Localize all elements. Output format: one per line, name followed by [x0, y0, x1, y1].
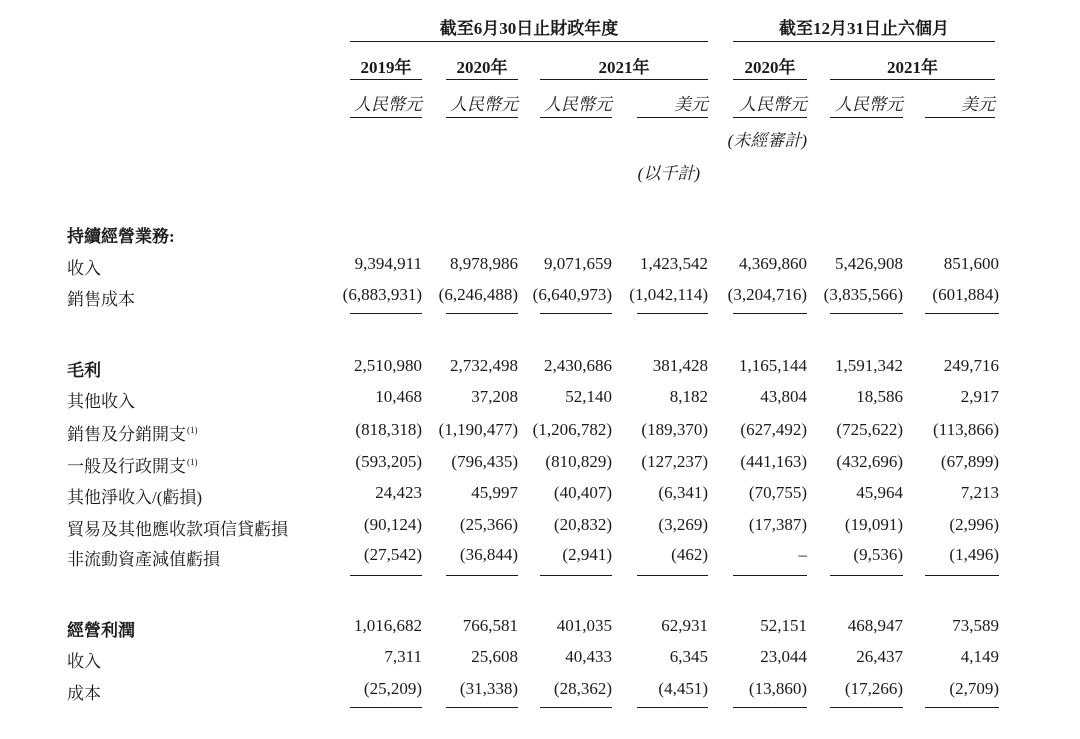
row-label: [67, 647, 101, 672]
table-cell: (31,338): [459, 679, 518, 698]
table-cell: 10,468: [375, 387, 422, 406]
table-cell: 468,947: [847, 616, 903, 635]
row-label-text: 貿易及其他應收款項信貸虧損: [67, 520, 288, 539]
total-rule: [830, 575, 903, 576]
total-rule: [733, 707, 807, 708]
row-label-text: 一般及行政開支: [67, 457, 186, 476]
table-cell: 5,426,908: [835, 254, 903, 273]
total-rule: [350, 707, 422, 708]
table-cell: 381,428: [652, 356, 708, 375]
currency-col-3: 人民幣元: [544, 95, 612, 114]
rule-currency-5: [733, 117, 807, 118]
year-2021-fy: 2021年: [598, 58, 650, 77]
row-label-text: 收入: [67, 259, 101, 278]
table-cell: (40,407): [553, 483, 612, 502]
table-cell: 25,608: [471, 647, 518, 666]
table-cell: (17,387): [748, 515, 807, 534]
table-cell: 2,917: [960, 387, 999, 406]
table-cell: (3,269): [658, 515, 708, 534]
row-label: [67, 679, 101, 704]
table-cell: 8,182: [669, 387, 708, 406]
row-label-text: 收入: [67, 652, 101, 671]
table-cell: (432,696): [836, 452, 903, 471]
table-cell: 43,804: [760, 387, 807, 406]
currency-col-4: 美元: [674, 95, 708, 114]
total-rule: [540, 707, 612, 708]
table-cell: 249,716: [943, 356, 999, 375]
table-cell: (725,622): [836, 420, 903, 439]
total-rule: [446, 707, 518, 708]
rule-currency-3: [540, 117, 612, 118]
row-label-text: 其他收入: [67, 392, 135, 411]
total-rule: [925, 575, 999, 576]
total-rule: [350, 313, 422, 314]
table-cell: 2,510,980: [354, 356, 422, 375]
table-cell: 24,423: [375, 483, 422, 502]
table-cell: (810,829): [545, 452, 612, 471]
total-rule: [733, 575, 807, 576]
table-cell: 9,394,911: [354, 254, 422, 273]
table-cell: 2,430,686: [544, 356, 612, 375]
row-label-text: 成本: [67, 684, 101, 703]
rule-currency-4: [637, 117, 708, 118]
total-rule: [733, 313, 807, 314]
row-label-text: 其他淨收入/(虧損): [67, 488, 203, 507]
rule-year-2021-fy: [540, 79, 708, 80]
table-cell: (441,163): [740, 452, 807, 471]
header-fiscal-year: 截至6月30日止財政年度: [439, 19, 619, 38]
table-cell: 1,165,144: [739, 356, 807, 375]
table-cell: (9,536): [853, 545, 903, 564]
row-label-text: 銷售及分銷開支: [67, 425, 186, 444]
rule-currency-1: [350, 117, 422, 118]
table-cell: 6,345: [669, 647, 708, 666]
table-cell: 23,044: [760, 647, 807, 666]
table-cell: 1,016,682: [354, 616, 422, 635]
table-cell: (36,844): [459, 545, 518, 564]
total-rule: [446, 313, 518, 314]
year-2021-half: 2021年: [887, 58, 938, 77]
table-cell: 4,149: [960, 647, 999, 666]
table-cell: (67,899): [940, 452, 999, 471]
section-title: 持續經營業務:: [67, 227, 175, 246]
table-cell: 7,311: [384, 647, 422, 666]
table-cell: 40,433: [565, 647, 612, 666]
table-cell: 52,140: [565, 387, 612, 406]
total-rule: [830, 707, 903, 708]
table-cell: 62,931: [661, 616, 708, 635]
table-cell: (818,318): [355, 420, 422, 439]
row-label: [67, 483, 202, 508]
row-label: [67, 387, 135, 412]
year-2020: 2020年: [456, 58, 508, 77]
total-rule: [637, 575, 708, 576]
row-label: [67, 420, 198, 445]
table-cell: (4,451): [658, 679, 708, 698]
table-cell: 2,732,498: [450, 356, 518, 375]
table-cell: (189,370): [641, 420, 708, 439]
unit-note: (以千計): [637, 164, 700, 183]
table-cell: 73,589: [952, 616, 999, 635]
row-label: [67, 356, 101, 381]
table-cell: 26,437: [856, 647, 903, 666]
row-label-text: 銷售成本: [67, 290, 135, 309]
currency-col-1: 人民幣元: [354, 95, 422, 114]
rule-currency-7: [925, 117, 995, 118]
table-cell: (1,042,114): [629, 285, 708, 304]
table-cell: (1,190,477): [438, 420, 518, 439]
total-rule: [637, 707, 708, 708]
year-2019: 2019年: [360, 58, 412, 77]
table-cell: 401,035: [556, 616, 612, 635]
total-rule: [540, 313, 612, 314]
table-cell: (2,996): [949, 515, 999, 534]
total-rule: [637, 313, 708, 314]
table-cell: –: [798, 545, 807, 564]
table-cell: (2,709): [949, 679, 999, 698]
table-cell: (3,835,566): [823, 285, 903, 304]
rule-currency-2: [446, 117, 518, 118]
table-cell: 52,151: [760, 616, 807, 635]
table-cell: (127,237): [641, 452, 708, 471]
rule-year-2020: [446, 79, 518, 80]
rule-year-2020-half: [733, 79, 807, 80]
table-cell: (601,884): [932, 285, 999, 304]
table-cell: 1,591,342: [835, 356, 903, 375]
total-rule: [350, 575, 422, 576]
currency-col-5: 人民幣元: [739, 95, 807, 114]
table-cell: (27,542): [363, 545, 422, 564]
row-label: [67, 515, 288, 540]
table-cell: (1,206,782): [532, 420, 612, 439]
table-cell: (25,209): [363, 679, 422, 698]
table-cell: (25,366): [459, 515, 518, 534]
row-label: [67, 254, 101, 279]
total-rule: [925, 313, 999, 314]
currency-col-7: 美元: [961, 95, 995, 114]
table-cell: 1,423,542: [640, 254, 708, 273]
unaudited-note: (未經審計): [727, 131, 807, 150]
table-cell: 4,369,860: [739, 254, 807, 273]
footnote-marker: (1): [187, 425, 198, 435]
total-rule: [925, 707, 999, 708]
table-cell: (1,496): [949, 545, 999, 564]
row-label: [67, 285, 135, 310]
row-label: [67, 545, 220, 570]
total-rule: [540, 575, 612, 576]
total-rule: [830, 313, 903, 314]
table-cell: 45,964: [856, 483, 903, 502]
table-cell: (6,341): [658, 483, 708, 502]
rule-six-months: [733, 41, 995, 42]
year-2020-half: 2020年: [744, 58, 796, 77]
table-cell: (28,362): [553, 679, 612, 698]
table-cell: (627,492): [740, 420, 807, 439]
currency-col-2: 人民幣元: [450, 95, 518, 114]
table-cell: (20,832): [553, 515, 612, 534]
total-rule: [446, 575, 518, 576]
row-label-text: 經營利潤: [67, 621, 135, 640]
table-cell: (70,755): [748, 483, 807, 502]
table-cell: 851,600: [943, 254, 999, 273]
table-cell: (796,435): [451, 452, 518, 471]
table-cell: (19,091): [844, 515, 903, 534]
table-cell: (462): [671, 545, 708, 564]
table-cell: (113,866): [933, 420, 999, 439]
table-cell: (90,124): [363, 515, 422, 534]
table-cell: (2,941): [562, 545, 612, 564]
row-label-text: 毛利: [67, 361, 101, 380]
currency-col-6: 人民幣元: [835, 95, 903, 114]
table-cell: 766,581: [462, 616, 518, 635]
header-six-months: 截至12月31日止六個月: [779, 19, 949, 38]
table-cell: (6,246,488): [438, 285, 518, 304]
row-label: [67, 452, 198, 477]
table-cell: 18,586: [856, 387, 903, 406]
table-cell: (593,205): [355, 452, 422, 471]
row-label: [67, 616, 135, 641]
row-label-text: 非流動資產減值虧損: [67, 550, 220, 569]
table-cell: (6,640,973): [532, 285, 612, 304]
footnote-marker: (1): [187, 457, 198, 467]
table-cell: 45,997: [471, 483, 518, 502]
rule-fiscal-year: [350, 41, 708, 42]
rule-year-2019: [350, 79, 422, 80]
table-cell: (3,204,716): [727, 285, 807, 304]
table-cell: (13,860): [748, 679, 807, 698]
table-cell: 37,208: [471, 387, 518, 406]
table-cell: 9,071,659: [544, 254, 612, 273]
table-cell: (6,883,931): [342, 285, 422, 304]
rule-currency-6: [830, 117, 903, 118]
rule-year-2021-half: [830, 79, 995, 80]
table-cell: 7,213: [960, 483, 999, 502]
table-cell: 8,978,986: [450, 254, 518, 273]
table-cell: (17,266): [844, 679, 903, 698]
